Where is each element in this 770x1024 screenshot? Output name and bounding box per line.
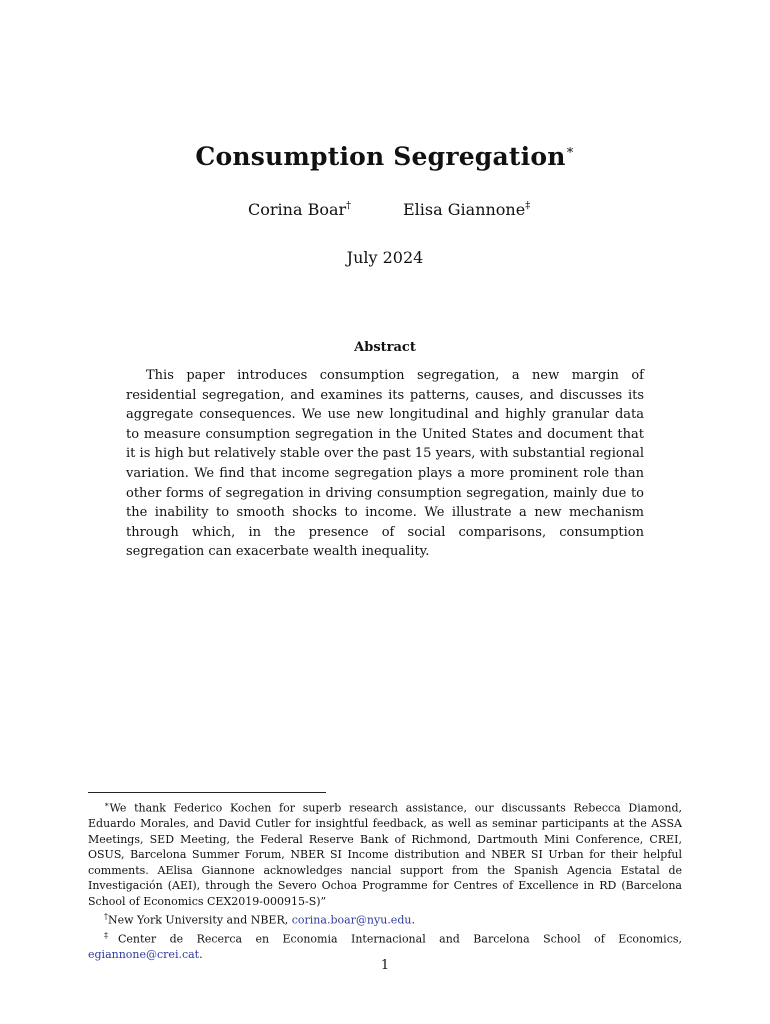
publication-date: July 2024 [346, 248, 424, 267]
paper-title [0, 142, 770, 171]
email-link-corina-boar[interactable]: corina.boar@nyu.edu [291, 913, 412, 927]
footnote-author-1 [88, 909, 682, 928]
footnote-affiliation: New York University and NBER, [108, 913, 292, 927]
footnote-mark: † [104, 912, 108, 922]
abstract-heading: Abstract [354, 340, 416, 355]
footnote-divider [88, 792, 326, 793]
footnote-end: . [199, 948, 203, 962]
author-name: Elisa Giannone [403, 200, 526, 219]
page-number: 1 [380, 958, 390, 973]
footnote-acknowledgements [88, 797, 682, 909]
author-footnote-mark: ‡ [525, 200, 531, 212]
author-name: Corina Boar [248, 200, 347, 219]
footnote-end: . [411, 913, 415, 927]
footnotes [88, 797, 682, 963]
abstract-text: This paper introduces consumption segregation, a new margin of residential segregation, and examines its patterns, causes, and discusses its aggregate consequences. We use new longitudinal and highly granular data to measure consumption segregation in the United States and document that it is high but relatively stable over the past 15 years, with substantial regional variation. We find that income segregation plays a more prominent role than other forms of segregation in driving consumption segregation, mainly due to the inability to smooth shocks to income. We illustrate a new mechanism through which, in the presence of social comparisons, consumption segregation can exacerbate wealth inequality. [126, 368, 644, 560]
author-corina-boar [248, 200, 351, 219]
email-link-elisa-giannone[interactable]: egiannone@crei.cat [88, 948, 200, 962]
author-elisa-giannone [403, 200, 530, 219]
footnote-affiliation: Center de Recerca en Economia Internacional and Barcelona School of Economics, [117, 932, 683, 946]
footnote-mark: ‡ [104, 931, 118, 941]
title-footnote-mark: ∗ [565, 142, 575, 158]
author-footnote-mark: † [346, 200, 352, 212]
footnote-text: We thank Federico Kochen for superb research assistance, our discussants Rebecca Diamond, Eduardo Morales, and David Cutler for insightful feedback, as well as seminar participants at the ASSA Meetings, SED Meeting, the Federal Reserve Bank of Richmond, Dartmouth Mini Conference, CREI, OSUS, Barcelona Summer Forum, NBER SI Income distribution and NBER SI Urban for their helpful comments. AElisa Giannone acknowledges nancial support from the Spanish Agencia Estatal de Investigación (AEI), through the Severo Ochoa Programme for Centres of Excellence in RD (Barcelona School of Economics CEX2019-000915-S)” [88, 801, 682, 908]
footnote-mark: ∗ [104, 800, 110, 809]
paper-title-text: Consumption Segregation [195, 142, 566, 171]
